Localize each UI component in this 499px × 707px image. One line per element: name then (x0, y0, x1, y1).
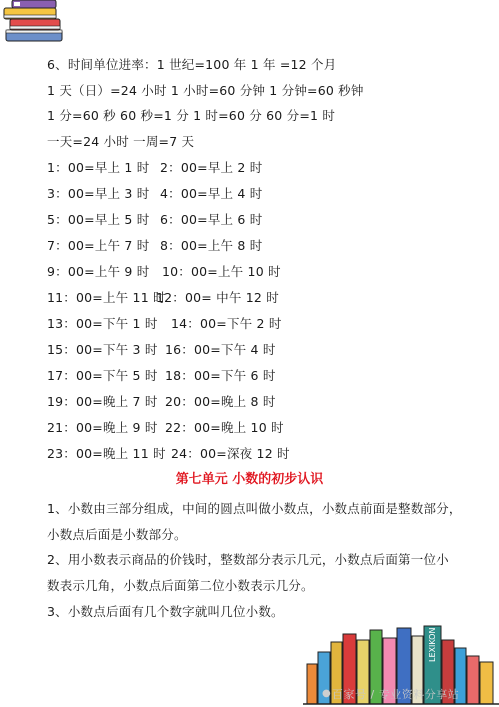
time-row (47, 238, 263, 254)
time-entry: 9：00=上午 9 时 (47, 264, 150, 279)
time-entry: 11：00=上午 11 时 (47, 290, 166, 305)
time-entry: 7：00=上午 7 时 (47, 238, 150, 253)
unit-conversion-line: 一天=24 小时 一周=7 天 (47, 134, 195, 149)
time-row (47, 446, 290, 462)
time-entry: 12：00= 中午 12 时 (156, 290, 279, 305)
time-row (47, 368, 276, 384)
time-entry: 10：00=上午 10 时 (162, 264, 281, 279)
time-entry: 20：00=晚上 8 时 (165, 394, 276, 409)
time-row (47, 290, 279, 306)
time-row (47, 342, 276, 358)
time-entry: 5：00=早上 5 时 (47, 212, 150, 227)
paragraph-line: 3、小数点后面有几个数字就叫几位小数。 (47, 604, 284, 619)
unit-conversion-line: 1 天（日）=24 小时 1 小时=60 分钟 1 分钟=60 秒钟 (47, 83, 364, 98)
paragraph-line: 小数点后面是小数部分。 (47, 527, 187, 542)
time-entry: 19：00=晚上 7 时 (47, 394, 158, 409)
time-row (47, 420, 284, 436)
time-entry: 22：00=晚上 10 时 (165, 420, 284, 435)
time-entry: 23：00=晚上 11 时 (47, 446, 166, 461)
time-entry: 21：00=晚上 9 时 (47, 420, 158, 435)
time-entry: 14：00=下午 2 时 (171, 316, 282, 331)
time-entry: 4：00=早上 4 时 (160, 186, 263, 201)
paragraph-line: 数表示几角，小数点后面第二位小数表示几分。 (47, 578, 314, 593)
time-row (47, 316, 282, 332)
time-entry: 17：00=下午 5 时 (47, 368, 158, 383)
time-entry: 1：00=早上 1 时 (47, 160, 150, 175)
time-row (47, 186, 263, 202)
time-entry: 8：00=上午 8 时 (160, 238, 263, 253)
time-entry: 6：00=早上 6 时 (160, 212, 263, 227)
paragraph-line: 1、小数由三部分组成，中间的圆点叫做小数点，小数点前面是整数部分， (47, 501, 462, 516)
time-entry: 2：00=早上 2 时 (160, 160, 263, 175)
time-entry: 3：00=早上 3 时 (47, 186, 150, 201)
unit-heading: 第七单元 小数的初步认识 (175, 472, 324, 487)
paragraph-line: 2、用小数表示商品的价钱时，整数部分表示几元，小数点后面第一位小 (47, 552, 449, 567)
time-row (47, 212, 263, 228)
time-row (47, 264, 281, 280)
time-entry: 13：00=下午 1 时 (47, 316, 158, 331)
time-entry: 18：00=下午 6 时 (165, 368, 276, 383)
unit-conversion-line: 1 分=60 秒 60 秒=1 分 1 时=60 分 60 分=1 时 (47, 108, 336, 123)
time-entry: 16：00=下午 4 时 (165, 342, 276, 357)
books-stack-icon (0, 0, 72, 48)
time-row (47, 394, 276, 410)
book-spine-label: LEXIKON (428, 627, 437, 662)
paw-icon: ● (322, 688, 331, 699)
unit-conversion-line: 6、时间单位进率：1 世纪=100 年 1 年 =12 个月 (47, 57, 337, 72)
time-entry: 15：00=下午 3 时 (47, 342, 158, 357)
time-entry: 24：00=深夜 12 时 (171, 446, 290, 461)
watermark: 百家号 / 专业资料分享站 (332, 688, 460, 701)
time-row (47, 160, 263, 176)
